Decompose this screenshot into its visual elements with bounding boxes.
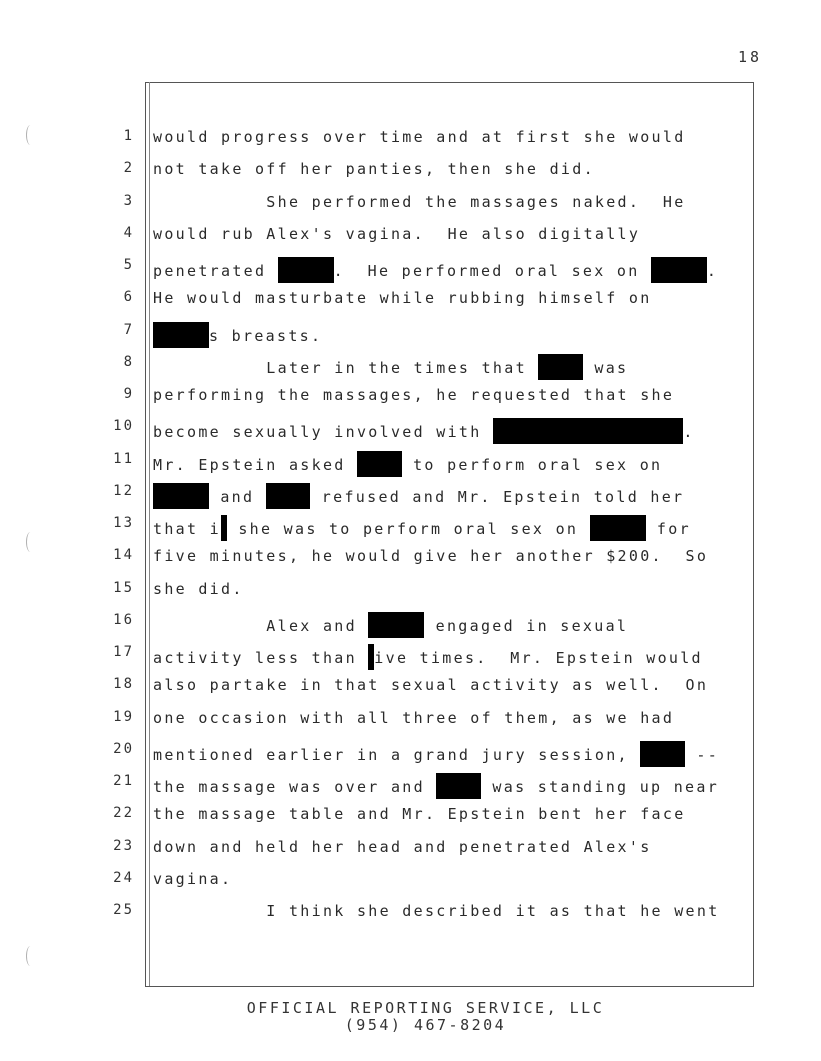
- line-text-segment: ive times. Mr. Epstein would: [374, 649, 703, 667]
- line-text: [153, 547, 708, 565]
- page-footer: [0, 1000, 821, 1034]
- transcript-line: [0, 289, 821, 321]
- line-text-segment: Alex and: [153, 616, 369, 635]
- line-text-segment: activity less than: [153, 649, 369, 667]
- transcript-line: [0, 805, 821, 837]
- redaction-block: [538, 354, 583, 380]
- line-text: [153, 612, 628, 638]
- line-text: [153, 676, 708, 694]
- line-number: 4: [123, 224, 134, 241]
- line-text: [153, 580, 244, 598]
- line-text: [153, 418, 695, 444]
- line-text-segment: the massage was over and: [153, 778, 437, 796]
- line-number: 7: [123, 321, 134, 338]
- line-number: 10: [113, 418, 134, 435]
- line-text-segment: not take off her panties, then she did.: [153, 160, 595, 179]
- line-text-segment: She performed the massages naked. He: [153, 192, 686, 211]
- transcript-line: [0, 128, 821, 160]
- line-text: [153, 483, 684, 509]
- line-text-segment: to perform oral sex on: [401, 455, 663, 474]
- line-text-segment: also partake in that sexual activity as well. On: [153, 676, 709, 695]
- transcript-line: [0, 160, 821, 192]
- line-text-segment: He would masturbate while rubbing himself on: [153, 289, 652, 308]
- line-text-segment: .: [683, 423, 695, 442]
- line-text: [153, 322, 322, 348]
- line-text-segment: s breasts.: [209, 326, 323, 345]
- page-frame-top-border: [145, 82, 753, 83]
- line-text-segment: . He performed oral sex on: [333, 262, 651, 280]
- line-text: [153, 289, 652, 307]
- footer-company: OFFICIAL REPORTING SERVICE, LLC: [246, 999, 605, 1017]
- line-number: 19: [113, 708, 134, 725]
- line-text-segment: become sexually involved with: [153, 423, 493, 442]
- line-number: 24: [113, 869, 134, 886]
- line-text-segment: I think she described it as that he went: [153, 902, 720, 920]
- line-text: [153, 838, 652, 856]
- line-text-segment: was standing up near: [481, 778, 720, 796]
- line-text: [153, 773, 719, 799]
- line-text-segment: she did.: [153, 579, 244, 598]
- line-number: 6: [123, 289, 134, 306]
- line-text-segment: was: [583, 358, 629, 377]
- line-text-segment: Later in the times that: [153, 358, 539, 377]
- line-text: [153, 741, 719, 767]
- line-number: 14: [113, 547, 134, 564]
- redaction-block: [436, 773, 481, 799]
- line-number: 21: [113, 773, 134, 789]
- transcript-line: [0, 741, 821, 773]
- line-number: 20: [113, 740, 134, 757]
- line-number: 15: [113, 579, 134, 596]
- line-text: [153, 644, 703, 670]
- line-number: 8: [123, 353, 134, 370]
- transcript-line: [0, 902, 821, 934]
- line-text: [153, 386, 674, 404]
- redaction-block: [278, 257, 334, 283]
- line-text-segment: one occasion with all three of them, as we had: [153, 708, 675, 727]
- line-text: [153, 160, 595, 178]
- transcript-line: [0, 773, 821, 805]
- line-text-segment: that i: [153, 520, 221, 538]
- transcript-line: [0, 418, 821, 450]
- transcript-line: [0, 709, 821, 741]
- footer-phone: (954) 467-8204: [344, 1016, 507, 1034]
- transcript-line: [0, 515, 821, 547]
- transcript-line: [0, 225, 821, 257]
- line-number: 17: [113, 644, 134, 660]
- line-number: 13: [113, 515, 134, 531]
- line-text: [153, 709, 674, 727]
- transcript-line: [0, 257, 821, 289]
- line-number: 3: [123, 192, 134, 209]
- line-number: 9: [123, 386, 134, 402]
- line-number: 25: [113, 902, 134, 918]
- line-text-segment: down and held her head and penetrated Alex's: [153, 837, 652, 856]
- line-text: [153, 515, 691, 541]
- line-text-segment: vagina.: [153, 869, 233, 888]
- line-text: [153, 354, 628, 380]
- line-number: 22: [113, 805, 134, 822]
- line-text-segment: mentioned earlier in a grand jury session,: [153, 745, 641, 764]
- transcript-line: [0, 870, 821, 902]
- transcript-line: [0, 644, 821, 676]
- transcript-line: [0, 838, 821, 870]
- line-text-segment: five minutes, he would give her another $200. So: [153, 547, 709, 566]
- binder-hole-mark: [26, 946, 35, 966]
- transcript-line: [0, 354, 821, 386]
- line-number: 12: [113, 482, 134, 499]
- redaction-block: [153, 322, 209, 348]
- line-text-segment: Mr. Epstein asked: [153, 455, 357, 474]
- redaction-block: [651, 257, 707, 283]
- transcript-line: [0, 322, 821, 354]
- transcript-line: [0, 676, 821, 708]
- redaction-block: [640, 741, 685, 767]
- redaction-block: [493, 418, 683, 444]
- line-text-segment: engaged in sexual: [424, 616, 629, 635]
- line-number: 23: [113, 837, 134, 854]
- line-text: [153, 257, 718, 283]
- line-text-segment: she was to perform oral sex on: [227, 520, 590, 538]
- redaction-block: [153, 483, 209, 509]
- line-text-segment: refused and Mr. Epstein told her: [310, 487, 685, 506]
- line-text-segment: would rub Alex's vagina. He also digitally: [153, 224, 641, 243]
- line-text-segment: for: [645, 520, 691, 538]
- line-text: [153, 128, 686, 146]
- page-number: 18: [738, 48, 763, 66]
- transcript-line: [0, 547, 821, 579]
- transcript-line: [0, 580, 821, 612]
- transcript-line: [0, 193, 821, 225]
- line-number: 5: [123, 257, 134, 273]
- redaction-block: [368, 612, 424, 638]
- line-text-segment: the massage table and Mr. Epstein bent her face: [153, 805, 686, 824]
- line-text-segment: and: [209, 487, 266, 506]
- line-text: [153, 805, 686, 823]
- line-text: [153, 902, 720, 920]
- line-text-segment: penetrated: [153, 262, 278, 280]
- page-frame-bottom-border: [145, 986, 754, 987]
- redaction-block: [266, 483, 311, 509]
- line-text: [153, 225, 640, 243]
- line-text: [153, 451, 662, 477]
- transcript-line: [0, 386, 821, 418]
- line-text-segment: would progress over time and at first she would: [153, 128, 686, 146]
- line-number: 11: [113, 450, 134, 467]
- line-text-segment: .: [706, 262, 719, 280]
- line-number: 2: [123, 160, 134, 177]
- line-number: 18: [113, 676, 134, 693]
- line-text-segment: --: [685, 745, 720, 764]
- redaction-block: [357, 451, 402, 477]
- line-number: 16: [113, 611, 134, 628]
- redaction-block: [590, 515, 646, 541]
- transcript-line: [0, 483, 821, 515]
- line-number: 1: [123, 128, 134, 144]
- transcript-line: [0, 451, 821, 483]
- line-text: [153, 870, 232, 888]
- transcript-line: [0, 612, 821, 644]
- line-text: [153, 193, 686, 211]
- line-text-segment: performing the massages, he requested that she: [153, 386, 675, 404]
